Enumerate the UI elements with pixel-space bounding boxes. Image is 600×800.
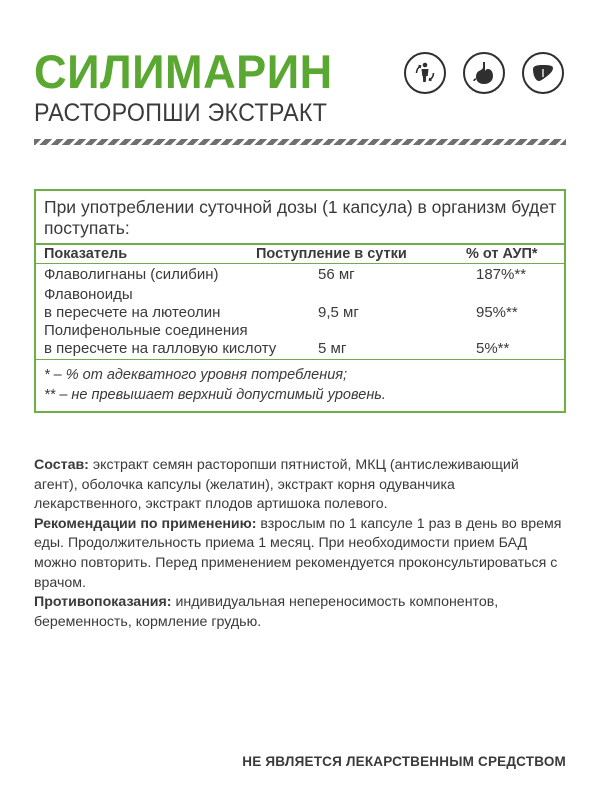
- human-body-icon: [404, 52, 446, 94]
- row-2-name-line2: в пересчете на лютеолин: [44, 304, 221, 321]
- nutrition-table: [34, 189, 566, 413]
- decorative-stripe: [34, 139, 566, 145]
- composition-paragraph: [34, 456, 566, 515]
- liver-icon: [522, 52, 564, 94]
- header-name: Показатель: [44, 246, 128, 262]
- row-3-percent: 5%**: [476, 340, 510, 357]
- recommendations-label: Рекомендации по применению:: [34, 515, 257, 532]
- row-3-name-line2: в пересчете на галловую кислоту: [44, 340, 277, 357]
- composition-text: экстракт семян расторопши пятнистой, МКЦ (антислеживающий агент), оболочка капсулы (желатин), экстракт корня одуванчика лекарственного, экстракт плодов артишока полевого.: [34, 457, 519, 513]
- product-title: СИЛИМАРИН: [34, 45, 333, 98]
- row-2-percent: 95%**: [476, 304, 518, 321]
- footnote-2: ** – не превышает верхний допустимый уровень.: [44, 387, 386, 403]
- product-description: [34, 456, 566, 632]
- header-amount: Поступление в сутки: [256, 246, 407, 262]
- header-percent: % от АУП*: [466, 246, 538, 262]
- divider: [36, 263, 564, 264]
- row-3-name-line1: Полифенольные соединения: [44, 322, 248, 339]
- row-1-amount: 56 мг: [318, 266, 355, 283]
- divider: [36, 243, 564, 245]
- footnote-1: * – % от адекватного уровня потребления;: [44, 367, 348, 383]
- composition-label: Состав:: [34, 457, 89, 473]
- contraindications-text: индивидуальная непереносимость компонентов, беременность, кормление грудью.: [34, 594, 499, 630]
- row-2-amount: 9,5 мг: [318, 304, 359, 321]
- icon-row: [404, 52, 564, 94]
- recommendations-text: взрослым по 1 капсуле 1 раз в день во время еды. Продолжительность приема 1 месяц. При необходимости прием БАД можно повторить. Перед применением рекомендуется проконсультироваться с врачом.: [34, 515, 562, 591]
- disclaimer: НЕ ЯВЛЯЕТСЯ ЛЕКАРСТВЕННЫМ СРЕДСТВОМ: [242, 754, 566, 769]
- recommendations-paragraph: [34, 515, 566, 593]
- table-intro: При употреблении суточной дозы (1 капсула) в организм будет поступать:: [44, 197, 557, 238]
- row-3-amount: 5 мг: [318, 340, 347, 357]
- divider: [36, 359, 564, 360]
- row-2-name-line1: Флавоноиды: [44, 286, 133, 303]
- row-1-name: Флаволигнаны (силибин): [44, 266, 219, 283]
- contraindications-label: Противопоказания:: [34, 594, 172, 611]
- stomach-icon: [463, 52, 505, 94]
- product-subtitle: РАСТОРОПШИ ЭКСТРАКТ: [34, 99, 328, 127]
- contraindications-paragraph: [34, 593, 566, 632]
- row-1-percent: 187%**: [476, 266, 527, 283]
